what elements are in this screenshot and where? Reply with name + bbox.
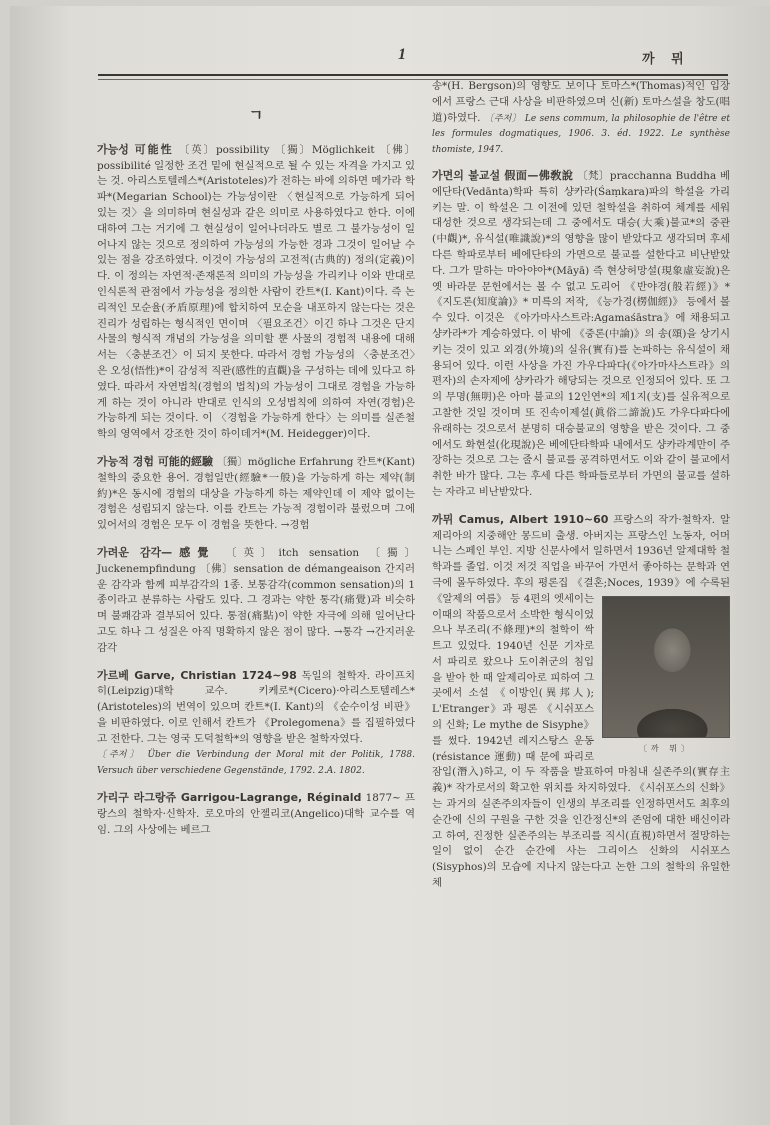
running-head: 까 뮈 — [642, 52, 690, 67]
header-rule — [98, 74, 728, 76]
continuation-body: 송*(H. Bergson)의 영향도 보이나 토마스*(Thomas)적인 입장에서 프랑스 근대 사상을 비판하였으며 신(新) 토마스설을 창도(唱道)하였다. — [432, 80, 730, 124]
entry-references: 〔주저〕 Über die Verbindung der Moral mit der Politik, 1788. Versuch über verschiedene Gegenstände, 1792. 2.A. 1802. — [97, 750, 415, 777]
entry-headword: 가려운 감각—感覺 — [97, 545, 216, 559]
entry-body: 〔梵〕pracchanna Buddha 베에단타(Vedānta)학파 특히 샹카라(Śaṃkara)파의 학설을 가리키는 말. 이 학설은 그 이전에 있던 철학설을 취하여 체계를 세워 대성한 것으로 생각되는데 그 중에서도 대승(大乘)불교*의 중관(中觀)*, 유식설(唯識說)*의 영향을 많이 받았다고 생각되며 후세 다른 학파로부터 베에단타의 가면으로 불교를 설한다고 비난받았다. 그가 말하는 마아야아*(Māyā) 즉 현상허망설(現象虛妄說)은 옛 바라문 문헌에서는 볼 수 없고 도리어 《반야경(般若經)》*《지도론(知度論)》* 미륵의 저작, 《능가경(楞伽經)》 등에서 볼 수 있다. 이것은 《아가마사스트라:Agamaśāstra》에 채용되고 샹카라*가 계승하였다. 이 밖에 《중론(中論)》의 송(頌)을 상기시키는 것이 있고 외경(外境)의 실유(實有)를 논파하는 유식설이 채용되어 있다. 이런 사상을 가진 가우다파다(《아가마사스트라》의 편자)의 손자제에 샹카라가 해당되는 것으로 인정되어 있다. 또 그의 무명(無明)은 아마 불교의 12인연*의 제1지(支)를 실유적으로 고찰한 것일 것이며 또 진속이제설(眞俗二諦說)도 가우다파다에 유래하는 것으로서 분명히 대승불교의 영향을 받은 것이다. 그 중에서도 화현설(化現說)은 베에단타학파 내에서도 샹카라계만이 주장하는 것으로 그는 줄시 불교를 공격하면서도 이와 같이 불교에서 취한 바가 많다. 그는 후세 다른 학파들로부터 가면의 불교를 설하는 자라고 비난받았다. — [432, 169, 731, 498]
section-letter: ㄱ — [248, 106, 264, 124]
entry-camus — [432, 512, 730, 892]
entry-body: 〔英〕possibility 〔獨〕Möglichkeit 〔佛〕possibilité 일정한 조건 밑에 현실적으로 될 수 있는 자격을 가지고 있는 것. 아리스토텔레스*(Aristoteles)가 전하는 바에 의하면 메가라 학파*(Megarian School)는 가능성이란 〈현실적으로 가능하게 되어 있는 것〉을 의미하며 현실성과 같은 의미로 사용하였다고 한다. 이에 대하여 그는 거기에 그 현실성이 일어나더라도 별로 그 불가능성이 일어나지 않는 것으로 정의하여 가능성의 가능한 경과 그것이 일어날 수 있는 점을 강조하였다. 이것이 가능성의 고전적(古典的) 정의(定義)이다. 이 정의는 자연적·존재론적 의미의 가능성을 가리키나 이와 반대로 인식론적 관점에서 가능성을 정의한 사람이 칸트*(I. Kant)이다. 즉 논리적인 모순율(矛盾原理)에 합치하여 모순을 내포하지 않는다는 것은 진리가 성립하는 형식적인 면이며 〈필요조건〉이긴 하나 그것은 단지 사물의 형식적 개념의 가능성을 의미할 뿐 사물의 경험적 내용에 대해서는 〈충분조건〉이 되지 못한다. 따라서 경험 가능성의 〈충분조건〉은 오성(悟性)*이 감성적 직관(感性的直觀)을 구성하는 데에 있다고 하였다. 따라서 자연법칙(경험의 법칙)의 가능성이 그대로 경험을 가능하게 하는 것이 아니라 반대로 인식의 오성법칙에 의하여 자연(경험)은 가능하게 되는 것이다. 이 〈경험을 가능하게 한다〉는 의미를 실존철학의 영역에서 강조한 것이 하이데거*(M. Heidegger)이다. — [97, 143, 416, 441]
camus-portrait-photo — [602, 596, 730, 738]
entry-body: 〔英〕itch sensation 〔獨〕Juckenempfindung 〔佛〕sensation de démangeaison 간지러운 감각과 함께 피부감각의 1종. 보통감각(common sensation)의 1종이라고 분류하는 사람도 있다. 그 경과는 약한 통각(痛覺)과 비슷하며 불쾌감과 결부되어 있다. 통점(痛點)이 약한 자극에 의해 일어난다고도 하나 그 성질은 아직 명확하지 않은 점이 많다. →통각 →간지러운 감각 — [97, 546, 415, 654]
entry-headword: 가면의 불교설 假面—佛敎說 — [432, 168, 574, 182]
entry-headword: 가능성 可能性 — [97, 142, 174, 156]
entry-body: 프랑스의 작가·철학자. 알제리아의 지중해안 몽드비 출생. 아버지는 프랑스인 노동자, 어머니는 스페인 부인. 지방 신문사에서 일하면서 1936년 알제대학 철학과를 졸업. 이것 저것 직업을 바꾸어 가면서 좋아하는 문학과 연극에 몰두하였다. 후의 평론집 《결혼;Noces, 1939》에 — [432, 513, 730, 589]
left-column — [97, 96, 415, 849]
entry-body: 〔獨〕mögliche Erfahrung 칸트*(Kant)철학의 중요한 용어. 경험일반(經驗*一般)을 가능하게 하는 제약(制約)*은 동시에 경험의 대상을 가능하게 하는 제약인데 이 제약 없이는 경험은 성립되지 않는다. 이를 칸트는 가능적 경험이라 불렀으며 그에 있어서의 경험은 모두 이 경험을 뜻한다. →경험 — [97, 455, 415, 532]
entry-headword: 까뮈 Camus, Albert 1910~60 — [432, 512, 609, 526]
entry-body-continued: 수록된 《알제의 여름》 등 4편의 엣세이는 이때의 작품으로서 소박한 형식이었으나 부조리(不條理)*의 철학이 싹트고 있었다. 1940년 신문 기자로서 파리로 왔으나 도이취군의 침입을 받아 한 때 알제리아로 피하여 그곳에서 소설 《이방인(異邦人); L'Etranger》과 평론 《시쉬포스의 신화; Le mythe de Sisyphe》를 썼다. 1942년 레지스탕스 운동(résistance 運動) 때 문에 파리로 잠입(潛入)하고, 이 두 작품을 발표하여 마침내 실존주의(實存主義)* 작가로서의 확고한 위치를 차지하였다. 《시쉬포스의 신화》는 과거의 실존주의자들이 인생의 부조리를 인정하면서도 최후의 순간에 신의 구원을 구한 것을 인간정신*의 존엄에 대한 배신이라고 하여, 진정한 실존주의는 부조리를 직시(直視)하면서 절망하는 일이 없이 순간 순간에 사는 그리이스 신화의 시쉬포스(Sisyphos)의 모습에 지나지 않는다고 논한 그의 철학의 유일한 체 — [432, 576, 730, 890]
entry-continuation — [432, 79, 730, 158]
right-column — [432, 79, 730, 903]
entry-mask-buddhism — [432, 168, 730, 501]
entry-itch-sensation — [97, 545, 415, 657]
entry-body: 독일의 철학자. 라이프치히(Leipzig)대학 교수. 키케로*(Cicero)·아리스토텔레스*(Aristoteles)의 번역이 있으며 칸트*(I. Kant)의 《순수이성 비판》을 비판하였다. 이로 인해서 칸트가 《Prolegomena》를 집필하였다고 전한다. 그는 영국 도덕철학*의 영향을 받은 철학자였다. — [97, 669, 415, 745]
continuation-references: 〔주저〕 Le sens commum, la philosophie de l'être et les formules dogmatiques, 1906. 3. éd. 1922. Le synthèse thomiste, 1947. — [432, 113, 730, 156]
entry-headword: 가리구 라그랑쥬 Garrigou-Lagrange, Réginald — [97, 791, 362, 805]
entry-possible-experience — [97, 454, 415, 534]
portrait-figure — [602, 596, 730, 757]
entry-garrigou-lagrange — [97, 790, 415, 838]
entry-garve — [97, 668, 415, 780]
entry-body: 1877~ 프랑스의 철학자·신학자. 로오마의 안젤리코(Angelico)대학 교수를 역임. 그의 사상에는 베르그 — [97, 792, 415, 836]
portrait-caption: 〔까 뮈〕 — [639, 743, 693, 753]
page-header — [0, 46, 770, 76]
entry-headword: 가르베 Garve, Christian 1724~98 — [97, 668, 297, 682]
entry-possibility — [97, 142, 415, 443]
page-number: 1 — [398, 46, 406, 63]
entry-headword: 가능적 경험 可能的經驗 — [97, 454, 214, 468]
